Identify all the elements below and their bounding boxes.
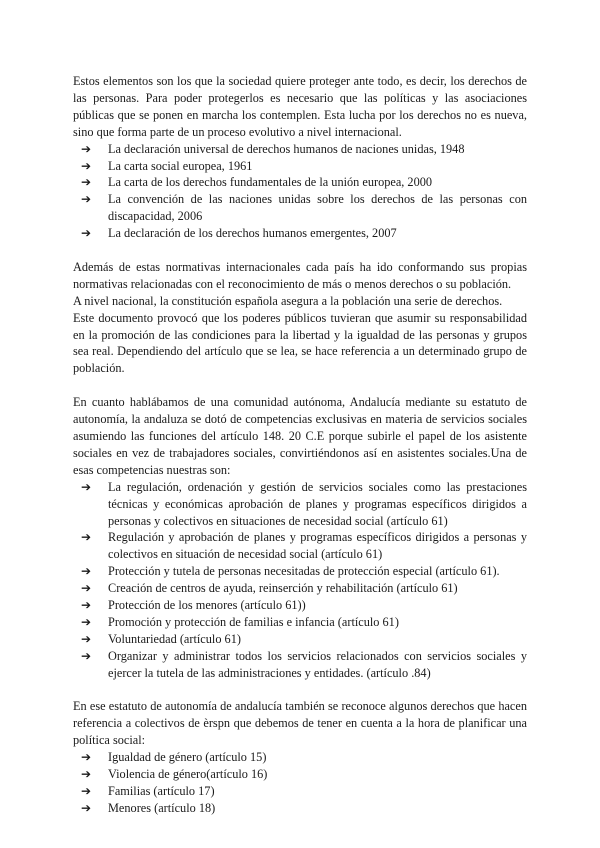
right-arrow-icon: ➔: [81, 750, 92, 765]
right-arrow-icon: ➔: [81, 158, 92, 173]
spacer: [73, 242, 527, 259]
spacer: [73, 377, 527, 394]
right-arrow-icon: ➔: [81, 598, 92, 613]
paragraph-national-norms: Además de estas normativas internacionales cada país ha ido conformando sus propias normativas relacionadas con el reconocimiento de más o menos derechos o su población.: [73, 259, 527, 291]
list-item: ➔ Regulación y aprobación de planes y programas específicos dirigidos a personas y colectivos en situación de necesidad social (artículo 61): [81, 530, 527, 562]
right-arrow-icon: ➔: [81, 564, 92, 579]
list-item: ➔ Voluntariedad (artículo 61): [81, 631, 241, 646]
list-item: ➔ Promoción y protección de familias e infancia (artículo 61): [81, 614, 399, 629]
right-arrow-icon: ➔: [81, 479, 92, 494]
right-arrow-icon: ➔: [81, 800, 92, 815]
list-item: ➔ La carta social europea, 1961: [81, 158, 253, 173]
paragraph-intro: Estos elementos son los que la sociedad quiere proteger ante todo, es decir, los derechos de las personas. Para poder protegerlos es necesario que las políticas y las asociaciones públicas que se ponen en marcha los contemplen. Esta lucha por los derechos no es nueva, sino que forma parte de un proceso evolutivo a nivel internacional.: [73, 74, 527, 139]
list-item: ➔ Organizar y administrar todos los servicios relacionados con servicios sociales y ejercer la tutela de las administraciones y entidades. (artículo .84): [81, 648, 527, 680]
list-item: ➔ Protección y tutela de personas necesitadas de protección especial (artículo 61).: [81, 564, 500, 579]
right-arrow-icon: ➔: [81, 530, 92, 545]
right-arrow-icon: ➔: [81, 767, 92, 782]
list-item: ➔ Violencia de género(artículo 16): [81, 767, 268, 782]
list-item: ➔ Igualdad de género (artículo 15): [81, 750, 267, 765]
right-arrow-icon: ➔: [81, 141, 92, 156]
rights-list: [73, 749, 527, 817]
right-arrow-icon: ➔: [81, 614, 92, 629]
list-item: ➔ La convención de las naciones unidas sobre los derechos de las personas con discapacidad, 2006: [81, 192, 527, 224]
paragraph-statute-rights: En ese estatuto de autonomía de andalucía también se reconoce algunos derechos que hacen referencia a colectivos de èrspn que debemos de tener en cuenta a la hora de planificar una política social:: [73, 699, 527, 748]
right-arrow-icon: ➔: [81, 226, 92, 241]
list-item: ➔ Familias (artículo 17): [81, 784, 215, 799]
list-item: ➔ Protección de los menores (artículo 61)): [81, 598, 306, 613]
list-item: ➔ La declaración de los derechos humanos emergentes, 2007: [81, 226, 397, 241]
list-item: ➔ La carta de los derechos fundamentales de la unión europea, 2000: [81, 175, 433, 190]
competencies-list: [73, 479, 527, 682]
spacer: [73, 682, 527, 699]
paragraph-public-powers: Este documento provocó que los poderes públicos tuvieran que asumir su responsabilidad en la promoción de las condiciones para la libertad y la igualdad de las personas y grupos sea real. Dependiendo del artículo que se lea, se hace referencia a un determinado grupo de población.: [73, 310, 527, 376]
paragraph-andalucia: En cuanto hablábamos de una comunidad autónoma, Andalucía mediante su estatuto de autonomía, la andaluza se dotó de competencias exclusivas en materia de servicios sociales asumiendo las funciones del artículo 148. 20 C.E porque subirle el papel de los asistente sociales en vez de trabajadores sociales, convirtiéndonos así en asistentes sociales.Una de esas competencias nuestras son:: [73, 395, 527, 477]
list-item: ➔ Creación de centros de ayuda, reinserción y rehabilitación (artículo 61): [81, 581, 458, 596]
paragraph-constitution: A nivel nacional, la constitución española asegura a la población una serie de derechos.: [73, 293, 503, 308]
list-item: ➔ La regulación, ordenación y gestión de servicios sociales como las prestaciones técnicas y económicas aprobación de planes y programas específicos dirigidos a personas y colectivos en situaciones de necesidad social (artículo 61): [81, 479, 527, 528]
right-arrow-icon: ➔: [81, 784, 92, 799]
international-charters-list: [73, 141, 527, 242]
list-item: ➔ La declaración universal de derechos humanos de naciones unidas, 1948: [81, 141, 465, 156]
right-arrow-icon: ➔: [81, 648, 92, 663]
right-arrow-icon: ➔: [81, 631, 92, 646]
list-item: ➔ Menores (artículo 18): [81, 800, 216, 815]
right-arrow-icon: ➔: [81, 581, 92, 596]
right-arrow-icon: ➔: [81, 175, 92, 190]
right-arrow-icon: ➔: [81, 192, 92, 207]
